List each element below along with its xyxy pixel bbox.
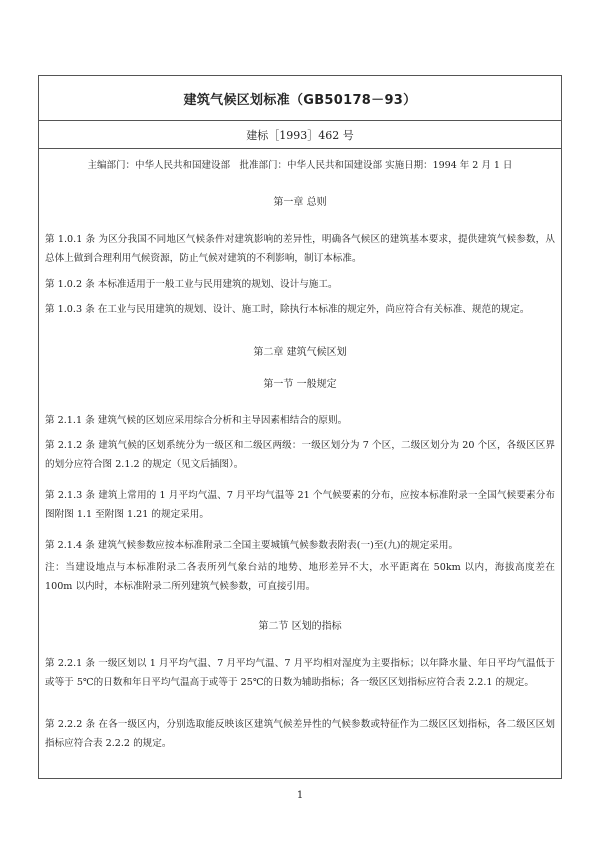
- article-1-0-2: 第 1.0.2 条 本标准适用于一般工业与民用建筑的规划、设计与施工。: [45, 279, 338, 290]
- section-heading-1: 第一节 一般规定: [263, 379, 337, 390]
- article-2-1-4: 第 2.1.4 条 建筑气候参数应按本标准附录二全国主要城镇气候参数表附表(一)至(九)的规定采用。: [45, 540, 459, 551]
- article-2-2-1: 第 2.2.1 条 一级区划以 1 月平均气温、7 月平均气温、7 月平均相对湿度为主要指标；以年降水量、年日平均气温低于或等于 5℃的日数和年日平均气温高于或等于 25℃的日数为辅助指标；各一级区区划指标应符合表 2.2.1 的规定。: [45, 658, 555, 688]
- article-2-1-3: 第 2.1.3 条 建筑上常用的 1 月平均气温、7 月平均气温等 21 个气候要素的分布，应按本标准附录一全国气候要素分布图附图 1.1 至附图 1.21 的规定采用。: [45, 490, 555, 520]
- section-heading-2: 第二节 区划的指标: [258, 621, 342, 632]
- note: 注：当建设地点与本标准附录二各表所列气象台站的地势、地形差异不大，水平距离在 50km 以内，海拔高度差在 100m 以内时，本标准附录二所列建筑气候参数，可直接引用。: [45, 562, 555, 592]
- article-2-2-2: 第 2.2.2 条 在各一级区内，分别选取能反映该区建筑气候差异性的气候参数或特征作为二级区区划指标，各二级区区划指标应符合表 2.2.2 的规定。: [45, 719, 555, 749]
- article-2-1-2: 第 2.1.2 条 建筑气候的区划系统分为一级区和二级区两级：一级区划分为 7 个区，二级区划分为 20 个区，各级区区界的划分应符合图 2.1.2 的规定（见文后插图）。: [45, 440, 555, 470]
- document-frame: [38, 75, 562, 779]
- title-row: [39, 76, 561, 121]
- article-1-0-1: 第 1.0.1 条 为区分我国不同地区气候条件对建筑影响的差异性，明确各气候区的建筑基本要求，提供建筑气候参数，从总体上做到合理利用气候资源，防止气候对建筑的不利影响，制订本标准。: [45, 234, 555, 264]
- doc-number-row: [39, 121, 561, 149]
- document-title: 建筑气候区划标准（GB50178－93）: [183, 92, 417, 108]
- article-2-1-1: 第 2.1.1 条 建筑气候的区划应采用综合分析和主导因素相结合的原则。: [45, 415, 348, 426]
- document-number: 建标［1993］462 号: [246, 128, 354, 142]
- chapter-heading-1: 第一章 总则: [273, 197, 327, 208]
- article-1-0-3: 第 1.0.3 条 在工业与民用建筑的规划、设计、施工时，除执行本标准的规定外，尚应符合有关标准、规范的规定。: [45, 304, 530, 315]
- issuing-info: 主编部门：中华人民共和国建设部 批准部门：中华人民共和国建设部 实施日期：1994 年 2 月 1 日: [87, 160, 513, 171]
- page-number: 1: [296, 790, 304, 801]
- chapter-heading-2: 第二章 建筑气候区划: [253, 347, 347, 358]
